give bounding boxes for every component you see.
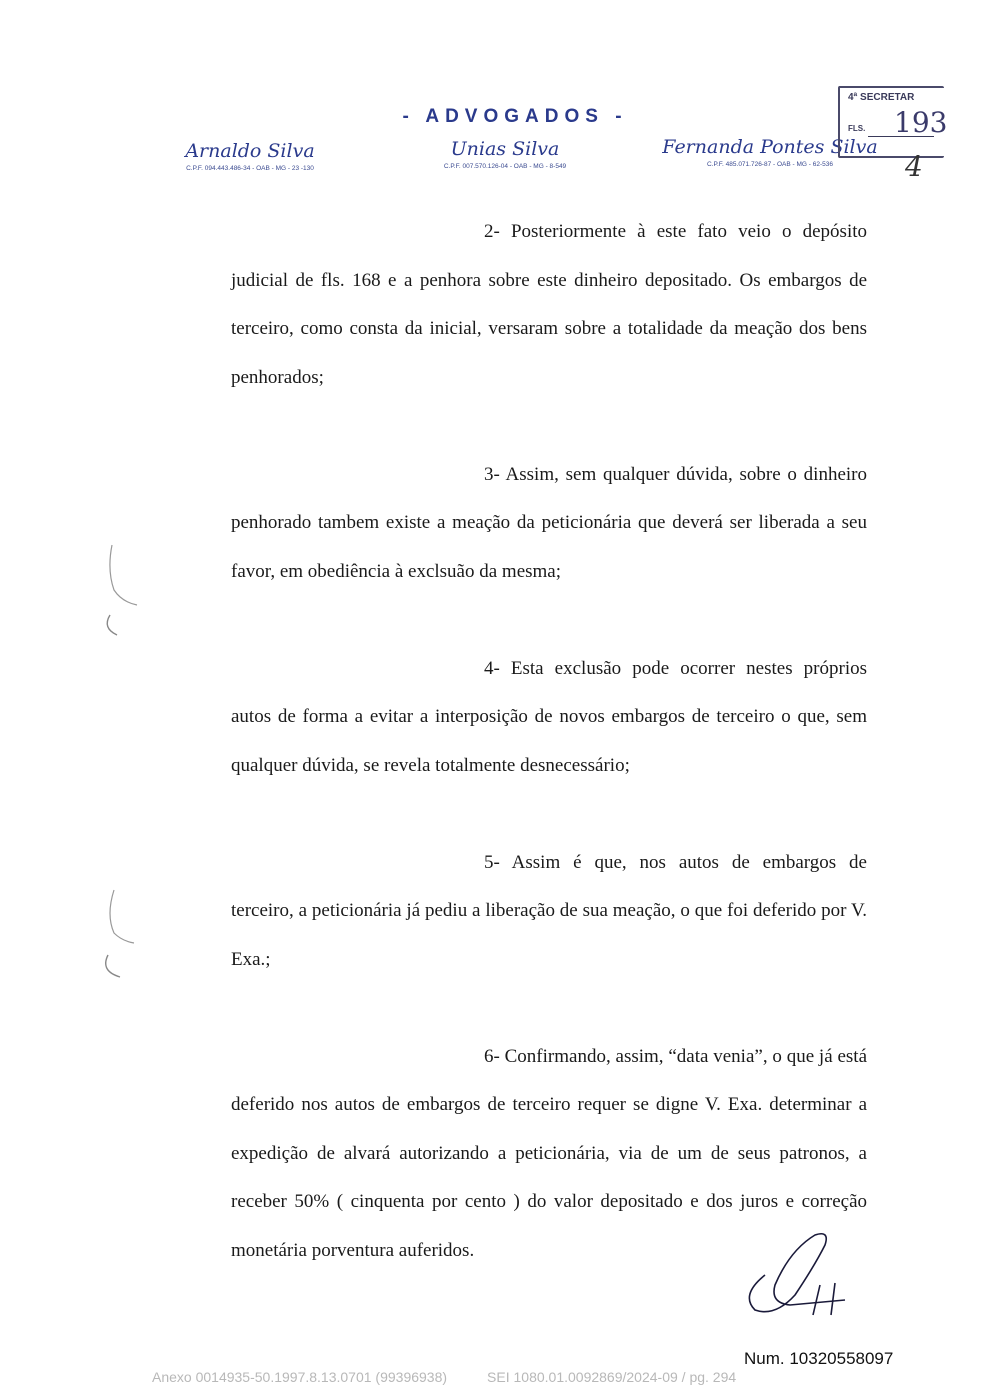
lawyer-registration: C.P.F. 007.570.126-04 - OAB - MG - 8-549 (443, 163, 567, 170)
document-number: Num. 10320558097 (744, 1349, 894, 1368)
annex-reference (152, 1369, 736, 1385)
firm-title: - ADVOGADOS - (402, 106, 628, 127)
lawyer-arnaldo (150, 140, 350, 172)
paragraph-text: 6- Confirmando, assim, “data venia”, o que já está deferido nos autos de embargos de terceiro requer se digne V. Exa. determinar a expedição de alvará autorizando a peticionária, via de um de seus patronos, a receber 50% ( cinquenta por cento ) do valor depositado e dos juros e correção monetária porventura auferidos. (231, 1045, 867, 1261)
paragraph-4 (231, 645, 867, 791)
lawyer-name: Arnaldo Silva (185, 140, 315, 162)
paragraph-3 (231, 451, 867, 597)
margin-pencil-mark (92, 540, 152, 640)
lawyer-registration: C.P.F. 094.443.486-34 - OAB - MG - 23 -130 (186, 165, 314, 172)
lawyer-name: Unias Silva (450, 138, 560, 160)
handwritten-initial: 4 (905, 150, 923, 183)
annex-process: Anexo 0014935-50.1997.8.13.0701 (99396938) (152, 1369, 448, 1385)
lawyer-unias (415, 138, 595, 170)
stamp-fls-number: 193 (894, 106, 948, 139)
petition-body (231, 208, 867, 1275)
page-stamp (838, 86, 948, 158)
lawyer-registration: C.P.F. 485.071.726-87 - OAB - MG - 62-536 (707, 161, 833, 168)
paragraph-5 (231, 839, 867, 985)
stamp-fls-label: FLS. (848, 124, 866, 133)
paragraph-gap (231, 790, 867, 839)
paragraph-text: 5- Assim é que, nos autos de embargos de terceiro, a peticionária já pediu a liberação de sua meação, o que foi deferido por V. Exa.; (231, 851, 867, 970)
paragraph-gap (231, 984, 867, 1033)
paragraph-gap (231, 402, 867, 451)
lawyer-name: Fernanda Pontes Silva (662, 136, 878, 158)
margin-pencil-mark (92, 885, 152, 985)
stamp-office: 4ª SECRETAR (848, 92, 915, 103)
paragraph-gap (231, 596, 867, 645)
annex-sei: SEI 1080.01.0092869/2024-09 / pg. 294 (487, 1369, 737, 1385)
paragraph-2 (231, 208, 867, 402)
handwritten-signature (735, 1225, 855, 1320)
paragraph-text: 4- Esta exclusão pode ocorrer nestes próprios autos de forma a evitar a interposição de novos embargos de terceiro o que, sem qualquer dúvida, se revela totalmente desnecessário; (231, 657, 867, 776)
paragraph-text: 2- Posteriormente à este fato veio o depósito judicial de fls. 168 e a penhora sobre este dinheiro depositado. Os embargos de terceiro, como consta da inicial, versaram sobre a totalidade da meação dos bens penhorados; (231, 221, 867, 388)
paragraph-text: 3- Assim, sem qualquer dúvida, sobre o dinheiro penhorado tambem existe a meação da peticionária que deverá ser liberada a seu favor, em obediência à exclsuão da mesma; (231, 463, 867, 582)
